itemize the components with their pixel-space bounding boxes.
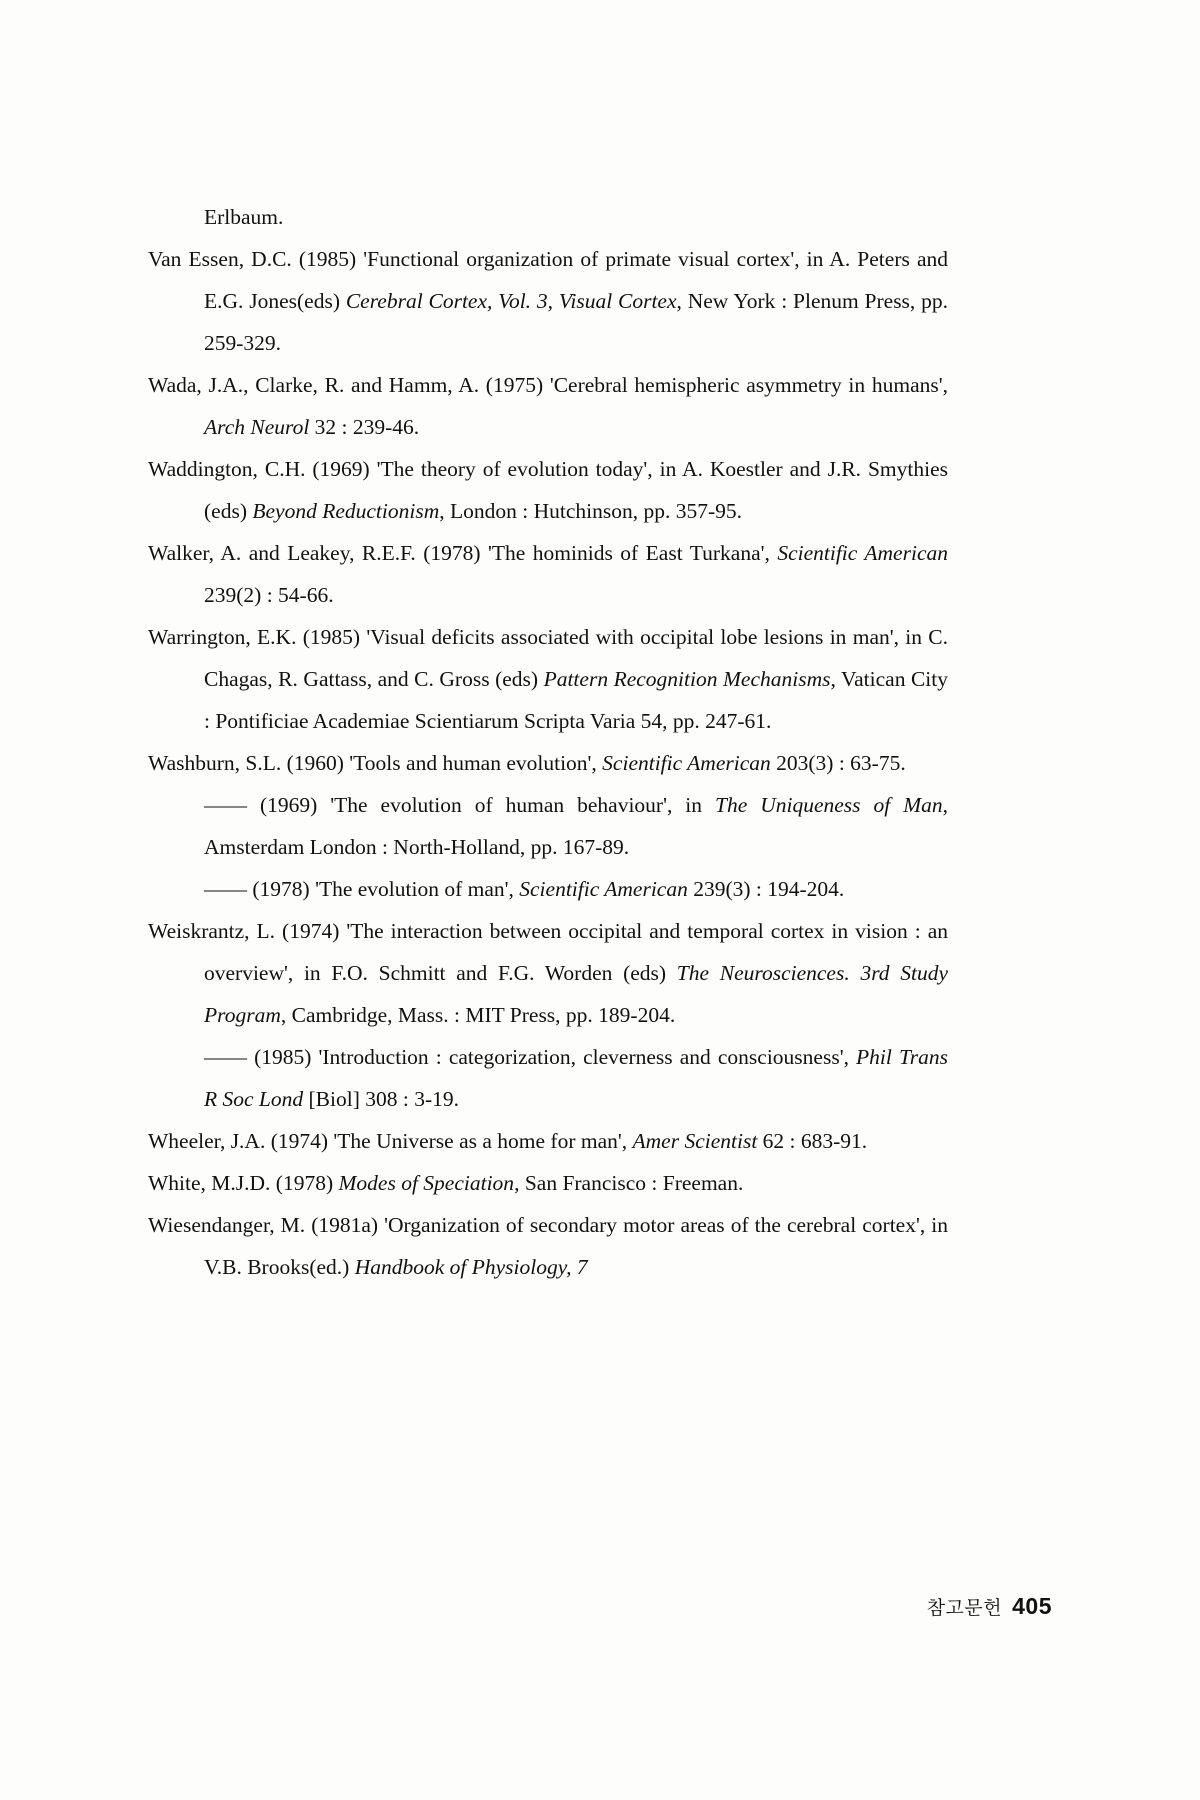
entry-title-italic: Pattern Recognition Mechanisms xyxy=(543,667,831,691)
entry-text: Waddington, C.H. (1969) 'The theory of evolution today', in A. Koestler and J.R. Smythies (eds) xyxy=(148,457,948,523)
entry-text: —— (1985) 'Introduction : categorization, cleverness and consciousness', xyxy=(204,1045,857,1069)
entry-text: 32 : 239-46. xyxy=(309,415,420,439)
entry-text: Warrington, E.K. (1985) 'Visual deficits associated with occipital lobe lesions in man', in C. Chagas, R. Gattass, and C. Gross (eds) xyxy=(148,625,948,691)
bibliography-list xyxy=(148,196,948,1288)
entry-text: Walker, A. and Leakey, R.E.F. (1978) 'The hominids of East Turkana', xyxy=(148,541,778,565)
entry-text: Weiskrantz, L. (1974) 'The interaction between occipital and temporal cortex in vision : an overview', in F.O. Schmitt and F.G. Worden (eds) xyxy=(148,919,948,985)
page-footer xyxy=(927,1593,1052,1620)
entry-title-italic: Phil Trans R Soc Lond xyxy=(204,1045,948,1111)
entry-text: , London : Hutchinson, pp. 357-95. xyxy=(439,499,743,523)
entry-text: Erlbaum. xyxy=(204,205,284,229)
entry-text: 239(2) : 54-66. xyxy=(204,583,334,607)
entry-text: [Biol] 308 : 3-19. xyxy=(303,1087,460,1111)
entry-title-italic: Arch Neurol xyxy=(204,415,310,439)
entry-text: Van Essen, D.C. (1985) 'Functional organization of primate visual cortex', in A. Peters and E.G. Jones(eds) xyxy=(148,247,948,313)
entry-text: —— (1978) 'The evolution of man', xyxy=(204,877,520,901)
entry-title-italic: Scientific American xyxy=(519,877,688,901)
entry-text: Wiesendanger, M. (1981a) 'Organization of secondary motor areas of the cerebral cortex', in V.B. Brooks(ed.) xyxy=(148,1213,948,1279)
bibliography-entry xyxy=(148,364,948,448)
entry-text: , Cambridge, Mass. : MIT Press, pp. 189-204. xyxy=(280,1003,676,1027)
bibliography-entry xyxy=(148,742,948,784)
entry-text: , Vatican City : Pontificiae Academiae Scientiarum Scripta Varia 54, pp. 247-61. xyxy=(204,667,948,733)
bibliography-entry xyxy=(148,616,948,742)
entry-text: Wada, J.A., Clarke, R. and Hamm, A. (1975) 'Cerebral hemispheric asymmetry in humans', xyxy=(148,373,948,397)
entry-text: 239(3) : 194-204. xyxy=(687,877,845,901)
entry-text: Wheeler, J.A. (1974) 'The Universe as a home for man', xyxy=(148,1129,633,1153)
entry-text: —— (1969) 'The evolution of human behaviour', in xyxy=(204,793,715,817)
entry-title-italic: Modes of Speciation xyxy=(338,1171,515,1195)
entry-text: , New York : Plenum Press, pp. 259-329. xyxy=(204,289,948,355)
entry-title-italic: The Uniqueness of Man xyxy=(715,793,943,817)
entry-title-italic: Handbook of Physiology, 7 xyxy=(354,1255,588,1279)
bibliography-entry xyxy=(148,238,948,364)
bibliography-entry xyxy=(148,448,948,532)
entry-title-italic: Amer Scientist xyxy=(632,1129,758,1153)
entry-title-italic: Scientific American xyxy=(602,751,771,775)
bibliography-entry xyxy=(148,1120,948,1162)
entry-title-italic: The Neurosciences. 3rd Study Program xyxy=(204,961,948,1027)
bibliography-entry xyxy=(148,1204,948,1288)
bibliography-entry xyxy=(148,196,948,238)
entry-text: , Amsterdam London : North-Holland, pp. 167-89. xyxy=(204,793,949,859)
bibliography-entry xyxy=(148,910,948,1036)
page-number: 405 xyxy=(1012,1593,1052,1619)
entry-title-italic: Cerebral Cortex, Vol. 3, Visual Cortex xyxy=(345,289,677,313)
entry-text: White, M.J.D. (1978) xyxy=(148,1171,339,1195)
entry-text: 203(3) : 63-75. xyxy=(770,751,906,775)
entry-title-italic: Scientific American xyxy=(777,541,948,565)
entry-text: Washburn, S.L. (1960) 'Tools and human evolution', xyxy=(148,751,603,775)
bibliography-entry xyxy=(148,532,948,616)
bibliography-entry xyxy=(148,868,948,910)
entry-text: , San Francisco : Freeman. xyxy=(514,1171,744,1195)
bibliography-entry xyxy=(148,784,948,868)
footer-section-label: 참고문헌 xyxy=(926,1597,1003,1619)
entry-title-italic: Beyond Reductionism xyxy=(252,499,440,523)
entry-text: 62 : 683-91. xyxy=(757,1129,868,1153)
bibliography-entry xyxy=(148,1162,948,1204)
bibliography-entry xyxy=(148,1036,948,1120)
